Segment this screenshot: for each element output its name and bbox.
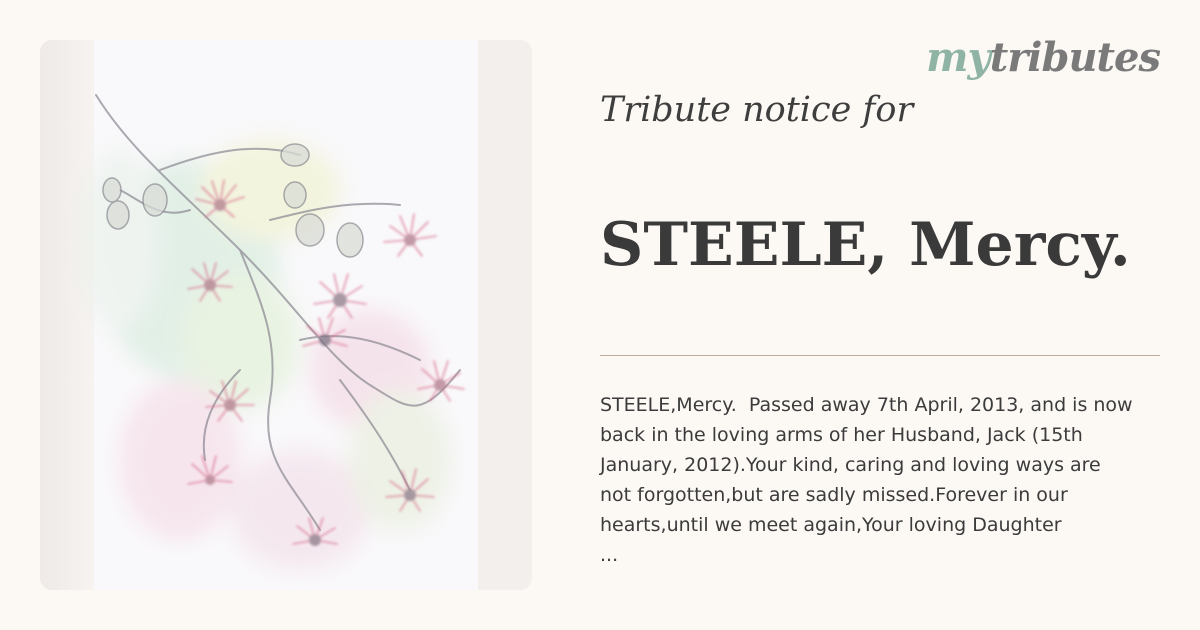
logo-tributes-text: tributes (989, 34, 1160, 81)
deceased-name: STEELE, Mercy. (600, 210, 1131, 280)
section-divider (600, 355, 1160, 356)
tribute-artwork (40, 40, 532, 590)
logo-my-text: my (926, 34, 990, 81)
watercolor-gum-blossom-illustration (40, 40, 532, 590)
mytributes-logo[interactable] (926, 34, 1160, 81)
tribute-notice-text: STEELE,Mercy. Passed away 7th April, 2013, and is now back in the loving arms of her Husband, Jack (15th January, 2012).Your kind, caring and loving ways are not forgotten,but are sadly missed.Forever in our hearts,until we meet again,Your loving Daughter ... (600, 394, 1133, 566)
tribute-heading: Tribute notice for (600, 90, 914, 130)
